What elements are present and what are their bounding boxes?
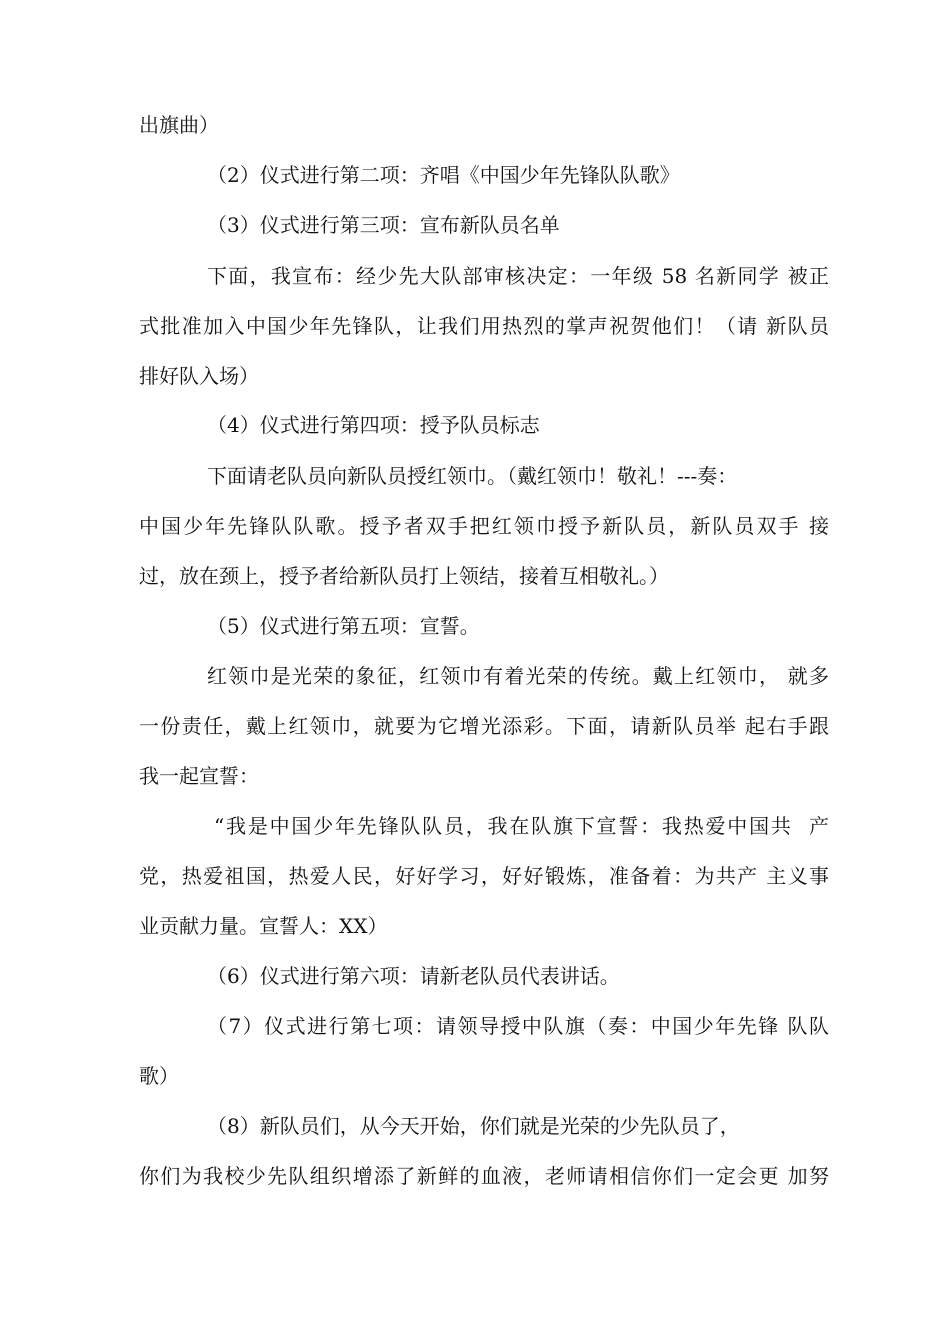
text-line: （5）仪式进行第五项：宣誓。 (207, 614, 480, 638)
text-line: （2）仪式进行第二项：齐唱《中国少年先锋队队歌》 (207, 163, 680, 187)
text-line: 下面，我宣布：经少先大队部审核决定：一年级 58 名新同学 被正 (207, 264, 829, 288)
text-line: 歌） (139, 1064, 179, 1088)
text-line: 式批准加入中国少年先锋队，让我们用热烈的掌声祝贺他们！（请 新队员 (139, 314, 829, 338)
text-line: 一份责任，戴上红领巾，就要为它增光添彩。下面，请新队员举 起右手跟 (139, 714, 829, 738)
text-line: （4）仪式进行第四项：授予队员标志 (207, 413, 540, 437)
text-line: 过，放在颈上，授予者给新队员打上领结，接着互相敬礼。） (139, 564, 669, 588)
text-line: 你们为我校少先队组织增添了新鲜的血液，老师请相信你们一定会更 加努 (139, 1164, 829, 1188)
text-line: 红领巾是光荣的象征，红领巾有着光荣的传统。戴上红领巾， 就多 (207, 664, 829, 688)
text-line: 排好队入场） (139, 364, 259, 388)
text-line: 我一起宣誓： (139, 764, 259, 788)
text-line: （7）仪式进行第七项：请领导授中队旗（奏：中国少年先锋 队队 (207, 1014, 829, 1038)
text-line: 业贡献力量。宣誓人：XX） (139, 914, 388, 938)
text-line: 党，热爱祖国，热爱人民，好好学习，好好锻炼，准备着：为共产 主义事 (139, 864, 829, 888)
text-line: 下面请老队员向新队员授红领巾。（戴红领巾！敬礼！---奏： (207, 464, 738, 488)
text-line: （6）仪式进行第六项：请新老队员代表讲话。 (207, 964, 620, 988)
text-line: （8）新队员们，从今天开始，你们就是光荣的少先队员了， (207, 1114, 740, 1138)
text-line: 中国少年先锋队队歌。授予者双手把红领巾授予新队员，新队员双手 接 (139, 514, 829, 538)
text-line: （3）仪式进行第三项：宣布新队员名单 (207, 213, 560, 237)
text-line: “我是中国少年先锋队队员，我在队旗下宣誓：我热爱中国共 产 (214, 814, 829, 838)
text-line: 出旗曲） (139, 113, 219, 137)
